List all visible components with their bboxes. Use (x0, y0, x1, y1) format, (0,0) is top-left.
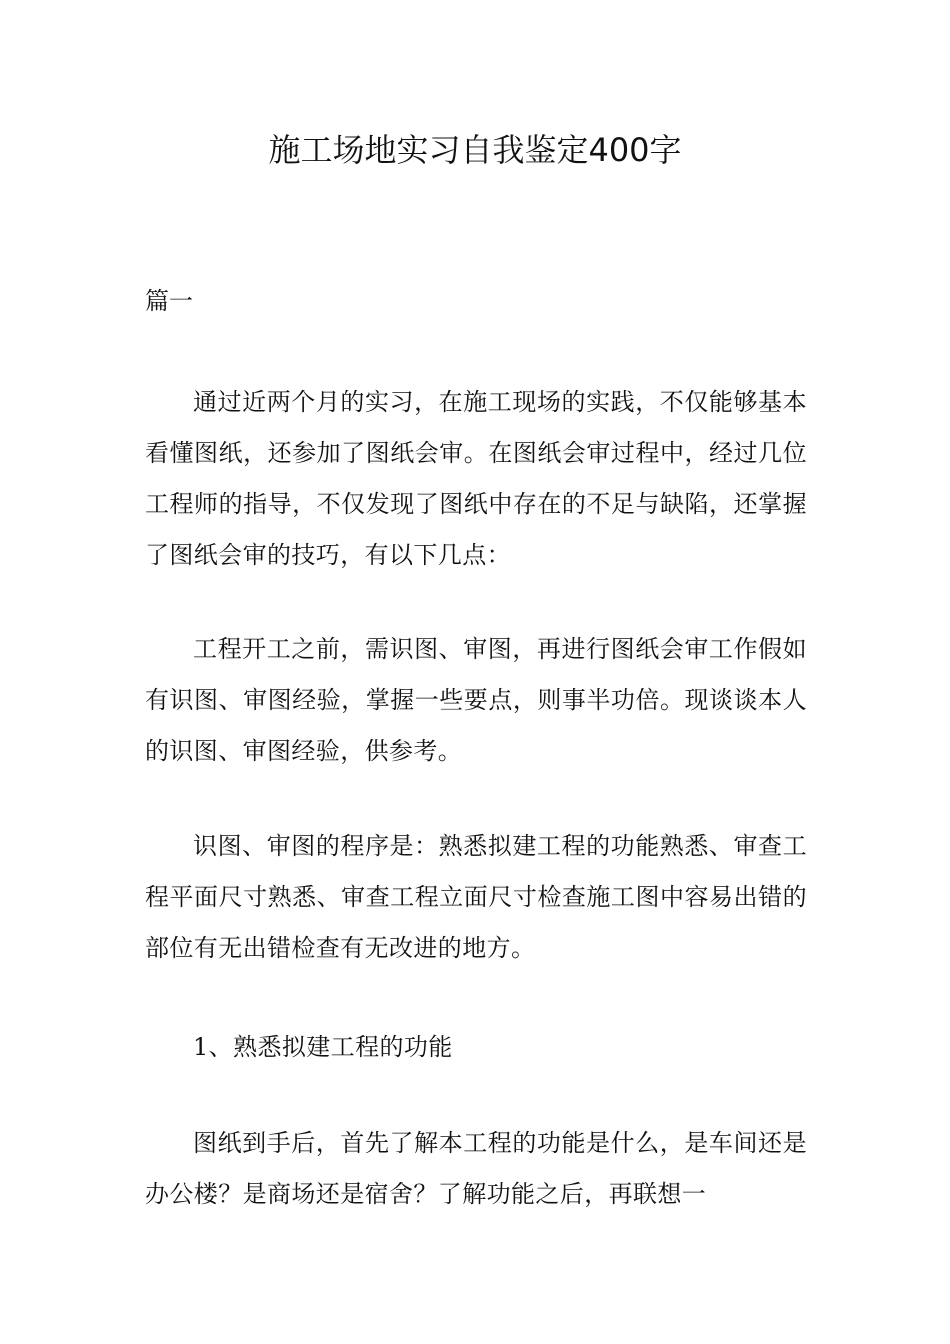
numbered-heading: 1、熟悉拟建工程的功能 (193, 1033, 453, 1061)
section-label: 篇一 (145, 287, 193, 315)
paragraph: 识图、审图的程序是：熟悉拟建工程的功能熟悉、审查工程平面尺寸熟悉、审查工程立面尺寸检查施工图中容易出错的部位有无出错检查有无改进的地方。 (145, 832, 807, 962)
paragraph: 图纸到手后，首先了解本工程的功能是什么，是车间还是办公楼？是商场还是宿舍？了解功能之后，再联想一 (145, 1129, 807, 1208)
paragraph: 工程开工之前，需识图、审图，再进行图纸会审工作假如有识图、审图经验，掌握一些要点，则事半功倍。现谈谈本人的识图、审图经验，供参考。 (145, 635, 807, 765)
document-title: 施工场地实习自我鉴定400字 (268, 131, 682, 169)
paragraph: 通过近两个月的实习，在施工现场的实践，不仅能够基本看懂图纸，还参加了图纸会审。在图纸会审过程中，经过几位工程师的指导，不仅发现了图纸中存在的不足与缺陷，还掌握了图纸会审的技巧，有以下几点： (145, 388, 807, 569)
